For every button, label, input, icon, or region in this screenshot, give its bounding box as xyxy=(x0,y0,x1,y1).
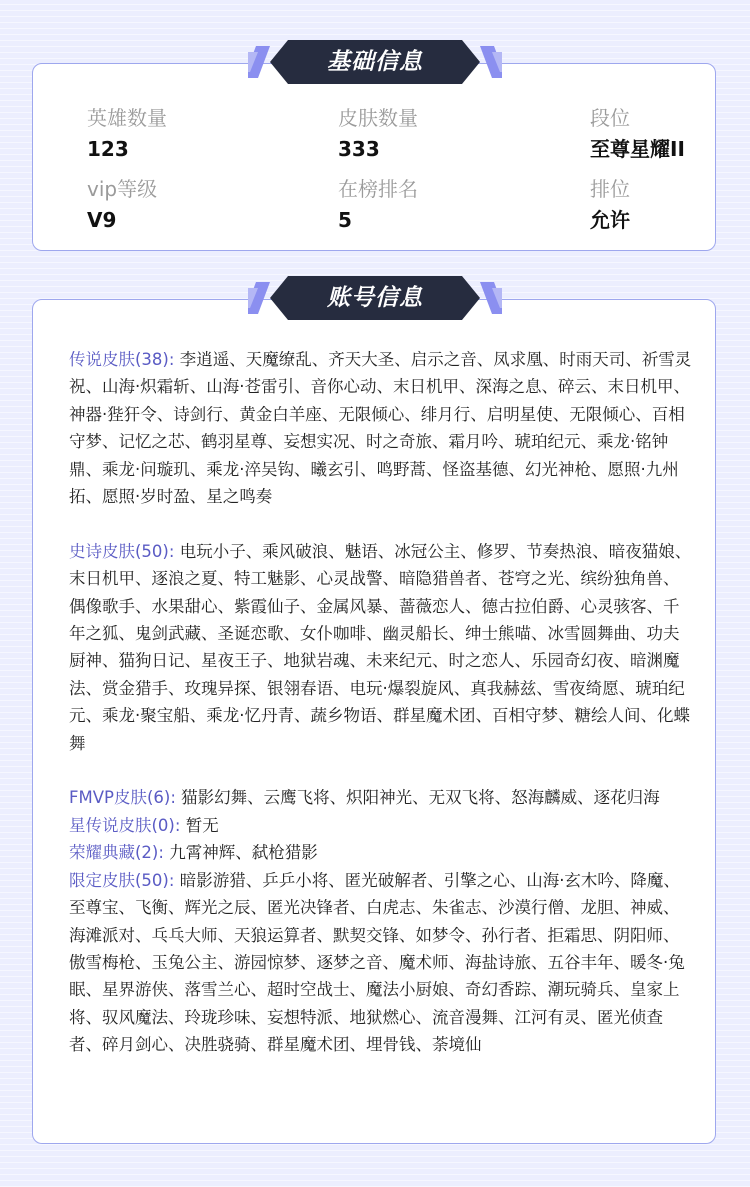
section-spacer xyxy=(69,757,695,784)
rank-tier-cell xyxy=(590,104,750,163)
leaderboard-rank-cell xyxy=(338,175,558,234)
vip-level-cell xyxy=(87,175,307,234)
vip-level-value: V9 xyxy=(87,208,117,232)
glory-collection-label: 荣耀典藏(2): xyxy=(69,843,164,863)
epic-skins-text: 电玩小子、乘风破浪、魅语、冰冠公主、修罗、节奏热浪、暗夜猫娘、末日机甲、逐浪之夏、特工魅影、心灵战警、暗隐猎兽者、苍穹之光、缤纷独角兽、偶像歌手、水果甜心、紫霞仙子、金属风暴、蔷薇恋人、德古拉伯爵、心灵骇客、千年之狐、鬼剑武藏、圣诞恋歌、女仆咖啡、幽灵船长、绅士熊喵、冰雪圆舞曲、功夫厨神、猫狗日记、星夜王子、地狱岩魂、未来纪元、时之恋人、乐园奇幻夜、暗渊魔法、赏金猎手、玫瑰异探、银翎春语、电玩·爆裂旋风、真我赫兹、雪夜绮愿、琥珀纪元、乘龙·聚宝船、乘龙·忆丹青、蔬乡物语、群星魔术团、百相守梦、糖绘人间、化蝶舞 xyxy=(69,541,692,753)
basic-info-grid xyxy=(87,104,707,234)
limited-skins-label: 限定皮肤(50): xyxy=(69,870,175,890)
star-legend-skins-label: 星传说皮肤(0): xyxy=(69,815,181,835)
basic-info-card xyxy=(32,63,716,251)
limited-skins-list xyxy=(69,867,695,1059)
limited-skins-text: 暗影游猎、乒乒小将、匿光破解者、引擎之心、山海·玄木吟、降魔、至尊宝、飞衡、辉光之辰、匿光决锋者、白虎志、朱雀志、沙漠行僧、龙胆、神威、海滩派对、乓乓大师、天狼运算者、默契交锋、如梦令、孙行者、拒霜思、阴阳师、傲雪梅枪、玉兔公主、游园惊梦、逐梦之音、魔术师、海盐诗旅、五谷丰年、暖冬·兔眠、星界游侠、落雪兰心、超时空战士、魔法小厨娘、奇幻香踪、潮玩骑兵、皇家上将、驭风魔法、玲珑珍味、妄想特派、地狱燃心、流音漫舞、江河有灵、匿光侦查者、碎月剑心、决胜骁骑、群星魔术团、埋骨钱、荼境仙 xyxy=(69,870,685,1055)
star-legend-skins-text: 暂无 xyxy=(185,815,219,835)
ranked-allowed-label: 排位 xyxy=(590,177,630,201)
glory-collection-list xyxy=(69,839,695,866)
skin-count-value: 333 xyxy=(338,137,380,161)
basic-info-title: 基础信息 xyxy=(327,49,423,75)
leaderboard-rank-label: 在榜排名 xyxy=(338,177,418,201)
star-legend-skins-list xyxy=(69,812,695,839)
legend-skins-text: 李逍遥、天魔缭乱、齐天大圣、启示之音、凤求凰、时雨天司、祈雪灵祝、山海·炽霜斩、山海·苍雷引、音你心动、末日机甲、深海之息、碎云、末日机甲、神器·狴犴令、诗剑行、黄金白羊座、无限倾心、绯月行、启明星使、无限倾心、百相守梦、记忆之芯、鹤羽星尊、妄想实况、时之奇旅、霜月吟、琥珀纪元、乘龙·铭钟鼎、乘龙·问璇玑、乘龙·淬吴钩、曦玄引、鸣野蒿、怪盗基德、幻光神枪、愿照·九州拓、愿照·岁时盈、星之鸣奏 xyxy=(69,350,692,507)
skin-count-cell xyxy=(338,104,558,163)
hero-count-label: 英雄数量 xyxy=(87,106,167,130)
account-info-title: 账号信息 xyxy=(327,285,423,311)
hero-count-cell xyxy=(87,104,307,163)
account-info-banner xyxy=(248,274,502,322)
rank-tier-label: 段位 xyxy=(590,106,630,130)
basic-info-banner xyxy=(248,38,502,86)
hero-count-value: 123 xyxy=(87,137,129,161)
legend-skins-list xyxy=(69,346,695,510)
fmvp-skins-text: 猫影幻舞、云鹰飞将、炽阳神光、无双飞将、怒海麟威、逐花归海 xyxy=(181,788,660,808)
account-info-body xyxy=(69,346,695,1059)
ranked-allowed-value: 允许 xyxy=(590,208,630,232)
epic-skins-list xyxy=(69,538,695,757)
rank-tier-value: 至尊星耀II xyxy=(590,137,685,161)
section-spacer xyxy=(69,510,695,537)
fmvp-skins-label: FMVP皮肤(6): xyxy=(69,788,176,808)
vip-level-label: vip等级 xyxy=(87,177,158,201)
fmvp-skins-list xyxy=(69,784,695,811)
glory-collection-text: 九霄神辉、弑枪猎影 xyxy=(169,843,318,863)
legend-skins-label: 传说皮肤(38): xyxy=(69,350,175,369)
account-info-card xyxy=(32,299,716,1144)
epic-skins-label: 史诗皮肤(50): xyxy=(69,541,175,561)
leaderboard-rank-value: 5 xyxy=(338,208,352,232)
ranked-allowed-cell xyxy=(590,175,750,234)
skin-count-label: 皮肤数量 xyxy=(338,106,418,130)
